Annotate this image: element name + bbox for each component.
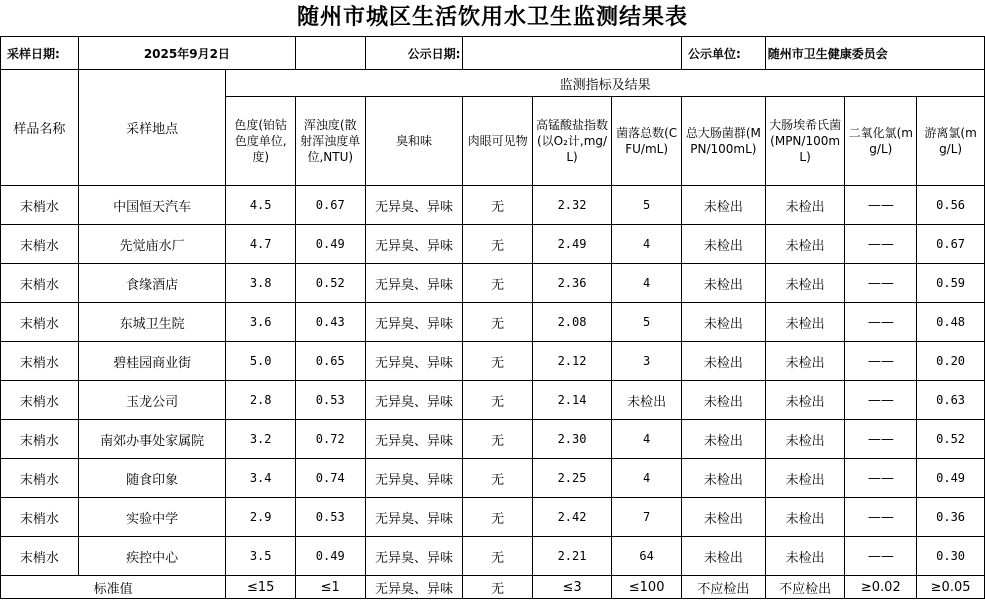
value-cell: 0.48 bbox=[917, 303, 985, 342]
value-cell: 0.72 bbox=[295, 420, 365, 459]
table-row bbox=[1, 381, 985, 420]
location-cell: 东城卫生院 bbox=[78, 303, 226, 342]
value-cell: 未检出 bbox=[681, 498, 765, 537]
table-row bbox=[1, 459, 985, 498]
value-cell: 无异臭、异味 bbox=[365, 420, 463, 459]
location-cell: 中国恒天汽车 bbox=[78, 186, 226, 225]
value-cell: 0.53 bbox=[295, 498, 365, 537]
value-cell: 无 bbox=[463, 264, 532, 303]
standard-value-cell: 不应检出 bbox=[681, 576, 765, 599]
value-cell: 未检出 bbox=[681, 381, 765, 420]
value-cell: 2.49 bbox=[532, 225, 611, 264]
value-cell: 5 bbox=[612, 186, 682, 225]
sampling-date-label: 采样日期: bbox=[1, 37, 79, 70]
value-cell: 5.0 bbox=[226, 342, 296, 381]
value-cell: 无异臭、异味 bbox=[365, 381, 463, 420]
value-cell: 无异臭、异味 bbox=[365, 342, 463, 381]
value-cell: 无异臭、异味 bbox=[365, 459, 463, 498]
value-cell: 2.30 bbox=[532, 420, 611, 459]
value-cell: 2.25 bbox=[532, 459, 611, 498]
value-cell: 2.42 bbox=[532, 498, 611, 537]
value-cell: —— bbox=[845, 459, 917, 498]
value-cell: —— bbox=[845, 537, 917, 576]
value-cell: 无异臭、异味 bbox=[365, 537, 463, 576]
location-cell: 实验中学 bbox=[78, 498, 226, 537]
sample-name-cell: 末梢水 bbox=[1, 225, 79, 264]
table-row bbox=[1, 186, 985, 225]
column-header: 二氧化氯(mg/L) bbox=[845, 97, 917, 186]
value-cell: 2.9 bbox=[226, 498, 296, 537]
value-cell: 未检出 bbox=[765, 498, 845, 537]
standard-value-cell: ≤15 bbox=[226, 576, 296, 599]
location-cell: 食缘酒店 bbox=[78, 264, 226, 303]
sample-name-cell: 末梢水 bbox=[1, 498, 79, 537]
value-cell: 0.74 bbox=[295, 459, 365, 498]
location-cell: 玉龙公司 bbox=[78, 381, 226, 420]
column-header: 游离氯(mg/L) bbox=[917, 97, 985, 186]
value-cell: 0.67 bbox=[917, 225, 985, 264]
publish-unit-value: 随州市卫生健康委员会 bbox=[765, 37, 984, 70]
value-cell: 未检出 bbox=[681, 186, 765, 225]
sample-name-cell: 末梢水 bbox=[1, 459, 79, 498]
value-cell: 0.43 bbox=[295, 303, 365, 342]
standard-value-cell: 无 bbox=[463, 576, 532, 599]
sample-name-cell: 末梢水 bbox=[1, 342, 79, 381]
value-cell: 未检出 bbox=[765, 459, 845, 498]
value-cell: 无 bbox=[463, 225, 532, 264]
sample-name-cell: 末梢水 bbox=[1, 264, 79, 303]
table-row bbox=[1, 303, 985, 342]
value-cell: 0.56 bbox=[917, 186, 985, 225]
standard-label: 标准值 bbox=[1, 576, 226, 599]
standard-value-cell: ≤3 bbox=[532, 576, 611, 599]
page-title: 随州市城区生活饮用水卫生监测结果表 bbox=[296, 5, 688, 30]
value-cell: 0.49 bbox=[917, 459, 985, 498]
value-cell: —— bbox=[845, 498, 917, 537]
table-row bbox=[1, 498, 985, 537]
value-cell: 4.7 bbox=[226, 225, 296, 264]
value-cell: 0.49 bbox=[295, 225, 365, 264]
value-cell: 0.20 bbox=[917, 342, 985, 381]
value-cell: 4 bbox=[612, 420, 682, 459]
value-cell: 未检出 bbox=[681, 420, 765, 459]
sampling-date-value: 2025年9月2日 bbox=[78, 37, 295, 70]
value-cell: 3 bbox=[612, 342, 682, 381]
value-cell: 4.5 bbox=[226, 186, 296, 225]
results-table bbox=[0, 36, 985, 599]
standard-value-cell: ≤1 bbox=[295, 576, 365, 599]
value-cell: 未检出 bbox=[765, 381, 845, 420]
value-cell: 无异臭、异味 bbox=[365, 264, 463, 303]
value-cell: 0.52 bbox=[295, 264, 365, 303]
value-cell: 2.32 bbox=[532, 186, 611, 225]
value-cell: 0.63 bbox=[917, 381, 985, 420]
value-cell: 2.21 bbox=[532, 537, 611, 576]
value-cell: 无异臭、异味 bbox=[365, 498, 463, 537]
sample-name-cell: 末梢水 bbox=[1, 381, 79, 420]
value-cell: 无异臭、异味 bbox=[365, 225, 463, 264]
value-cell: 无异臭、异味 bbox=[365, 186, 463, 225]
value-cell: 3.4 bbox=[226, 459, 296, 498]
value-cell: 无异臭、异味 bbox=[365, 303, 463, 342]
value-cell: —— bbox=[845, 420, 917, 459]
value-cell: 0.65 bbox=[295, 342, 365, 381]
value-cell: 未检出 bbox=[765, 537, 845, 576]
value-cell: 3.2 bbox=[226, 420, 296, 459]
location-cell: 南郊办事处家属院 bbox=[78, 420, 226, 459]
value-cell: 0.52 bbox=[917, 420, 985, 459]
value-cell: —— bbox=[845, 264, 917, 303]
info-blank bbox=[295, 37, 365, 70]
column-header: 大肠埃希氏菌(MPN/100mL) bbox=[765, 97, 845, 186]
value-cell: 无 bbox=[463, 342, 532, 381]
value-cell: 未检出 bbox=[681, 342, 765, 381]
value-cell: 未检出 bbox=[765, 186, 845, 225]
standard-value-cell: ≥0.05 bbox=[917, 576, 985, 599]
value-cell: —— bbox=[845, 225, 917, 264]
column-header: 色度(铂钴色度单位,度) bbox=[226, 97, 296, 186]
value-cell: 2.14 bbox=[532, 381, 611, 420]
column-header: 总大肠菌群(MPN/100mL) bbox=[681, 97, 765, 186]
value-cell: 未检出 bbox=[681, 459, 765, 498]
table-row bbox=[1, 342, 985, 381]
value-cell: —— bbox=[845, 381, 917, 420]
location-cell: 先觉庙水厂 bbox=[78, 225, 226, 264]
header-sample-name: 样品名称 bbox=[1, 70, 79, 186]
value-cell: 未检出 bbox=[681, 225, 765, 264]
standard-value-cell: 无异臭、异味 bbox=[365, 576, 463, 599]
value-cell: 无 bbox=[463, 303, 532, 342]
value-cell: 4 bbox=[612, 459, 682, 498]
value-cell: 无 bbox=[463, 498, 532, 537]
standard-row bbox=[1, 576, 985, 599]
value-cell: —— bbox=[845, 303, 917, 342]
value-cell: 未检出 bbox=[681, 537, 765, 576]
value-cell: 未检出 bbox=[765, 342, 845, 381]
value-cell: 未检出 bbox=[612, 381, 682, 420]
sample-name-cell: 末梢水 bbox=[1, 420, 79, 459]
sample-name-cell: 末梢水 bbox=[1, 537, 79, 576]
table-row bbox=[1, 420, 985, 459]
value-cell: 0.53 bbox=[295, 381, 365, 420]
info-row bbox=[1, 37, 985, 70]
value-cell: 未检出 bbox=[681, 264, 765, 303]
value-cell: 2.8 bbox=[226, 381, 296, 420]
table-row bbox=[1, 537, 985, 576]
value-cell: —— bbox=[845, 342, 917, 381]
value-cell: 无 bbox=[463, 186, 532, 225]
location-cell: 碧桂园商业街 bbox=[78, 342, 226, 381]
value-cell: 7 bbox=[612, 498, 682, 537]
value-cell: 未检出 bbox=[681, 303, 765, 342]
value-cell: 0.59 bbox=[917, 264, 985, 303]
column-header: 肉眼可见物 bbox=[463, 97, 532, 186]
publish-unit-label: 公示单位: bbox=[681, 37, 765, 70]
sample-name-cell: 末梢水 bbox=[1, 303, 79, 342]
value-cell: 未检出 bbox=[765, 420, 845, 459]
value-cell: 2.08 bbox=[532, 303, 611, 342]
value-cell: 64 bbox=[612, 537, 682, 576]
value-cell: 3.8 bbox=[226, 264, 296, 303]
sample-name-cell: 末梢水 bbox=[1, 186, 79, 225]
value-cell: 无 bbox=[463, 537, 532, 576]
value-cell: 4 bbox=[612, 225, 682, 264]
value-cell: 3.6 bbox=[226, 303, 296, 342]
column-header: 菌落总数(CFU/mL) bbox=[612, 97, 682, 186]
header-location: 采样地点 bbox=[78, 70, 226, 186]
value-cell: 无 bbox=[463, 381, 532, 420]
value-cell: 未检出 bbox=[765, 303, 845, 342]
value-cell: 0.67 bbox=[295, 186, 365, 225]
value-cell: 无 bbox=[463, 459, 532, 498]
column-header: 高锰酸盐指数(以O₂计,mg/L) bbox=[532, 97, 611, 186]
value-cell: 0.36 bbox=[917, 498, 985, 537]
location-cell: 疾控中心 bbox=[78, 537, 226, 576]
table-row bbox=[1, 225, 985, 264]
value-cell: —— bbox=[845, 186, 917, 225]
standard-value-cell: ≤100 bbox=[612, 576, 682, 599]
value-cell: 2.12 bbox=[532, 342, 611, 381]
standard-value-cell: 不应检出 bbox=[765, 576, 845, 599]
column-header: 浑浊度(散射浑浊度单位,NTU) bbox=[295, 97, 365, 186]
value-cell: 4 bbox=[612, 264, 682, 303]
value-cell: 5 bbox=[612, 303, 682, 342]
location-cell: 随食印象 bbox=[78, 459, 226, 498]
table-row bbox=[1, 264, 985, 303]
standard-value-cell: ≥0.02 bbox=[845, 576, 917, 599]
header-group: 监测指标及结果 bbox=[226, 70, 985, 97]
value-cell: 无 bbox=[463, 420, 532, 459]
value-cell: 0.49 bbox=[295, 537, 365, 576]
column-header: 臭和味 bbox=[365, 97, 463, 186]
value-cell: 3.5 bbox=[226, 537, 296, 576]
value-cell: 2.36 bbox=[532, 264, 611, 303]
publish-date-label: 公示日期: bbox=[365, 37, 463, 70]
value-cell: 未检出 bbox=[765, 264, 845, 303]
publish-date-value bbox=[463, 37, 682, 70]
value-cell: 未检出 bbox=[765, 225, 845, 264]
value-cell: 0.30 bbox=[917, 537, 985, 576]
